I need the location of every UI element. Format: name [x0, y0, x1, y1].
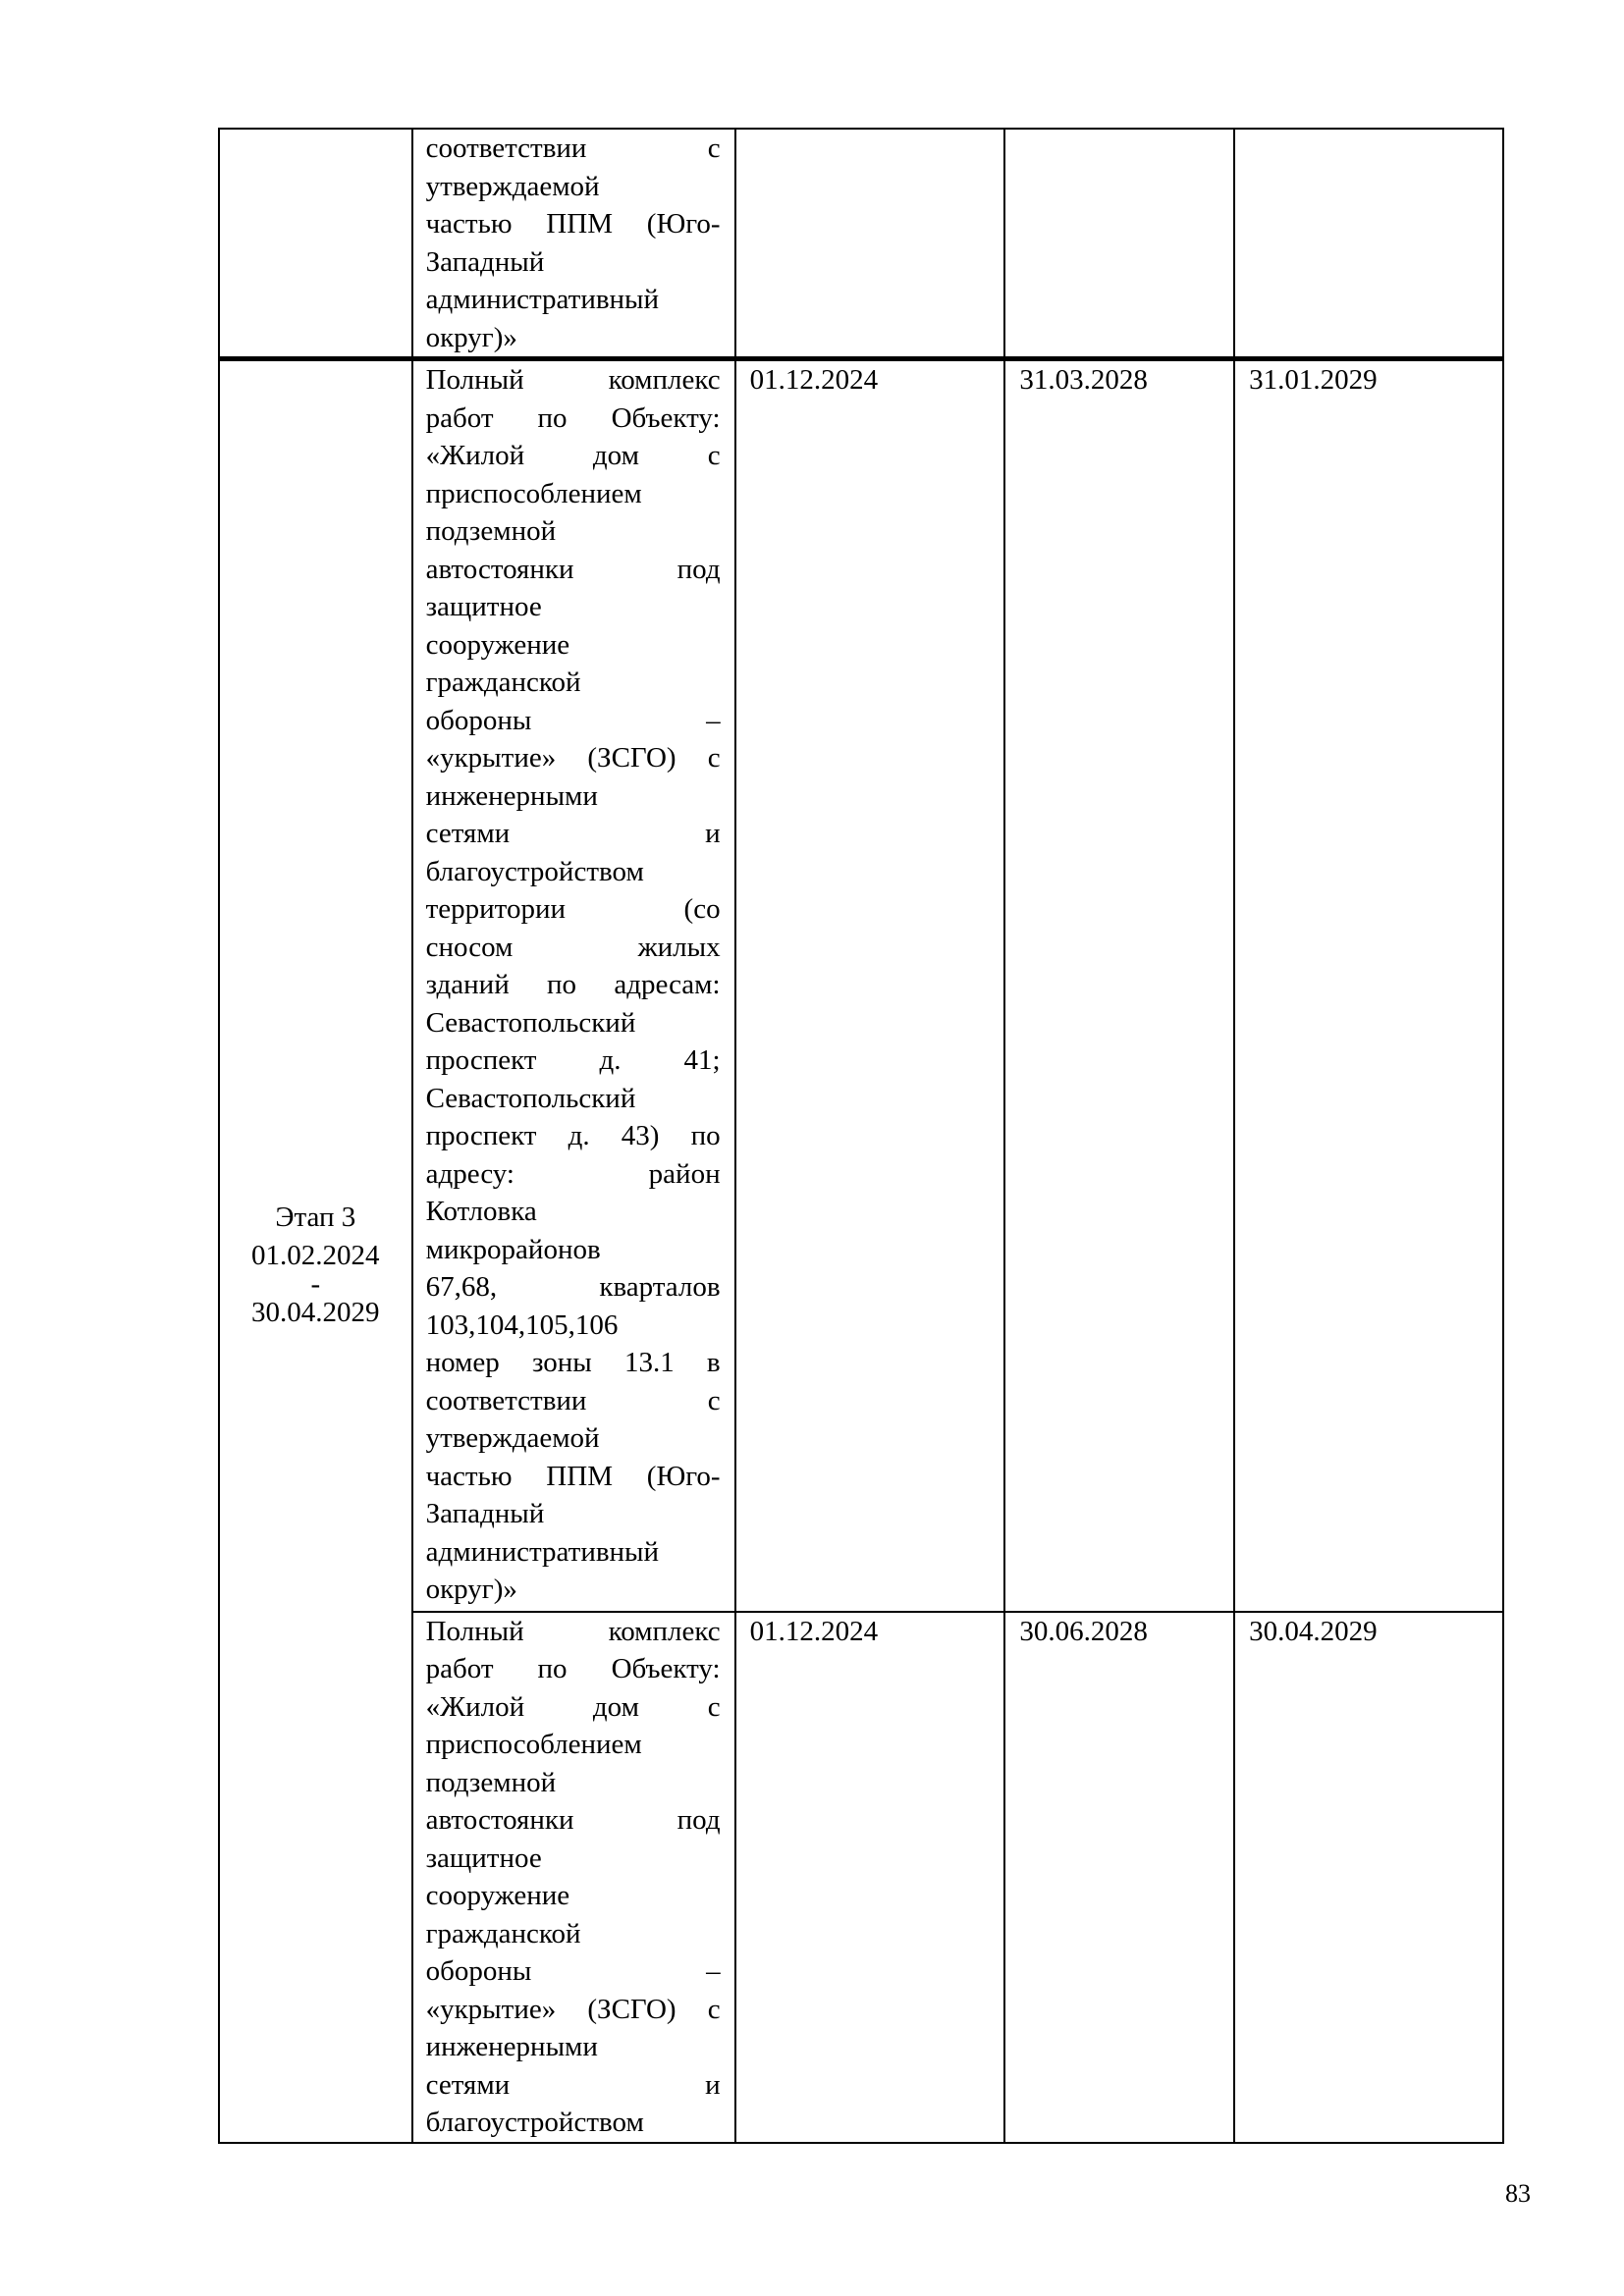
description-line: Западный — [425, 245, 545, 278]
description-line: административный — [425, 1535, 660, 1568]
description-line: «Жилой дом с — [425, 1690, 721, 1723]
page-number: 83 — [1505, 2179, 1531, 2208]
stage-label — [220, 1199, 411, 1332]
description-line: благоустройством — [425, 855, 644, 887]
stage-cell-empty — [219, 129, 412, 359]
description-line: утверждаемой — [425, 1422, 600, 1454]
description-line: приспособлением — [425, 477, 642, 509]
description-line: проспект д. 43) по — [425, 1120, 721, 1151]
description-line: Западный — [425, 1498, 545, 1529]
description-line: сносом жилых — [425, 931, 721, 963]
description-line: Котловка — [425, 1196, 537, 1227]
stage-end-date: 30.04.2029 — [251, 1297, 380, 1328]
description-line: благоустройством — [425, 2107, 644, 2138]
description-line: территории (со — [425, 893, 721, 925]
description-line: сооружение — [425, 628, 570, 661]
deadline-date-cell: 31.01.2029 — [1234, 359, 1503, 1612]
table-row-continued — [219, 129, 1503, 359]
stage-title: Этап 3 — [275, 1201, 356, 1233]
description-line: административный — [425, 284, 660, 315]
description-line: сооружение — [425, 1880, 570, 1911]
stage-dash: - — [310, 1268, 321, 1300]
description-line: защитное — [425, 1842, 542, 1874]
date-cell-empty — [1234, 129, 1503, 359]
description-line: сетями и — [425, 2068, 721, 2101]
description-line: зданий по адресам: — [425, 969, 721, 1000]
description-line: соответствии с — [425, 133, 721, 164]
description-line: работ по Объекту: — [425, 401, 721, 434]
date-cell-empty — [1004, 129, 1234, 359]
table-row — [219, 1612, 1503, 2143]
description-line: частью ППМ (Юго- — [425, 208, 721, 240]
description-line: номер зоны 13.1 в — [425, 1347, 721, 1378]
description-line: Севастопольский — [425, 1006, 636, 1039]
description-cell — [412, 1612, 735, 2143]
description-line: Полный комплекс — [425, 1615, 721, 1647]
description-line: инженерными — [425, 2031, 598, 2062]
start-date-cell: 01.12.2024 — [735, 1612, 1005, 2143]
description-line: микрорайонов — [425, 1233, 601, 1265]
description-line: инженерными — [425, 779, 598, 812]
description-line: 67,68, кварталов — [425, 1271, 721, 1303]
table-row — [219, 359, 1503, 1612]
description-line: утверждаемой — [425, 170, 600, 202]
description-line: автостоянки под — [425, 553, 721, 585]
stage-start-date: 01.02.2024 — [251, 1239, 380, 1271]
stage-cell — [219, 359, 412, 2143]
description-line: частью ППМ (Юго- — [425, 1460, 721, 1492]
date-cell-empty — [735, 129, 1005, 359]
description-line: гражданской — [425, 667, 581, 698]
description-line: гражданской — [425, 1917, 581, 1949]
description-line: сетями и — [425, 818, 721, 849]
description-line: адресу: район — [425, 1157, 721, 1190]
description-line: защитное — [425, 591, 542, 622]
end-date-cell: 30.06.2028 — [1004, 1612, 1234, 2143]
description-line: соответствии с — [425, 1384, 721, 1416]
schedule-table — [218, 128, 1504, 2144]
description-cell — [412, 359, 735, 1612]
description-line: «укрытие» (ЗСГО) с — [425, 742, 721, 774]
description-line: работ по Объекту: — [425, 1653, 721, 1684]
description-line: «Жилой дом с — [425, 440, 721, 471]
description-line: приспособлением — [425, 1729, 642, 1760]
description-line: округ)» — [425, 321, 517, 353]
description-line: 103,104,105,106 — [425, 1308, 619, 1341]
description-line: подземной — [425, 1766, 557, 1798]
description-line: автостоянки под — [425, 1804, 721, 1836]
start-date-cell: 01.12.2024 — [735, 359, 1005, 1612]
description-line: подземной — [425, 515, 557, 547]
description-cell — [412, 129, 735, 359]
description-line: «укрытие» (ЗСГО) с — [425, 1993, 721, 2025]
end-date-cell: 31.03.2028 — [1004, 359, 1234, 1612]
description-line: Полный комплекс — [425, 364, 721, 396]
description-line: обороны – — [425, 704, 721, 736]
description-line: обороны – — [425, 1955, 721, 1987]
description-line: округ)» — [425, 1574, 517, 1605]
deadline-date-cell: 30.04.2029 — [1234, 1612, 1503, 2143]
description-line: проспект д. 41; — [425, 1044, 721, 1076]
description-line: Севастопольский — [425, 1082, 636, 1114]
